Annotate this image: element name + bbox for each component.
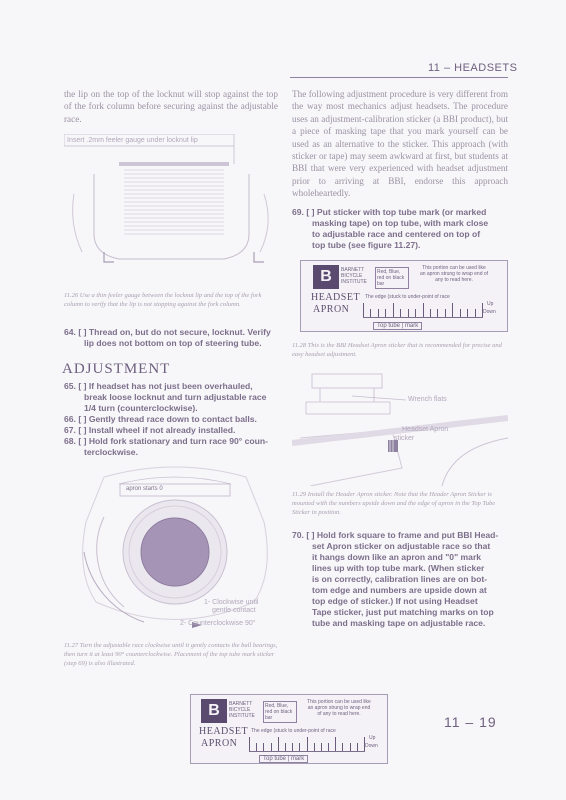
step-64-continuation: lip does not bottom on top of steering tube. — [84, 338, 262, 348]
sticker-down: Down — [365, 743, 378, 749]
bbi-logo-icon: B — [201, 699, 227, 723]
left-intro-paragraph: the lip on the top of the locknut will stop against the top of the fork column before securing against the adjustable race. — [64, 89, 278, 124]
figure-11-26-caption: 11.26 Use a thin feeler gauge between the locknut lip and the top of the fork column to verify that the lip is not stopping against the fork column. — [64, 292, 262, 308]
right-intro-paragraph: The following adjustment procedure is very different from the way most mechanics adjust headsets. The procedure uses an adjustment-calibration sticker (a BBI product), but a piece of masking tape that you mark yourself can be used as an alternative to the sticker. This approach (with sticker or tape) may seem awkward at first, but students at BBI that were very experienced with headset adjustment prior to arriving at BBI, endorse this approach wholeheartedly. — [292, 89, 508, 199]
sticker-calibration-scale — [249, 737, 365, 752]
step-65-text: 65. [ ] If headset has not just been overhauled, — [64, 381, 253, 391]
step-69 — [292, 207, 510, 251]
page-header-title: 11 – HEADSETS — [428, 62, 518, 74]
sticker-brand: BARNETT BICYCLE INSTITUTE — [341, 267, 367, 285]
step-70-line: tube and masking tape on adjustable race. — [312, 618, 486, 628]
step-70-text: 70. [ ] Hold fork square to frame and put BBI Head- — [292, 530, 499, 540]
figure-11-28-apron-sticker — [300, 260, 508, 332]
clockwise-label-line-2: gentle contact — [212, 607, 256, 614]
bottom-apron-sticker — [190, 694, 388, 764]
figure-11-29 — [292, 368, 508, 486]
step-65-cont-2: 1/4 turn (counterclockwise). — [84, 403, 198, 413]
headset-apron-label-2: sticker — [394, 435, 415, 442]
figure-11-29-caption: 11.29 Install the Header Apron sticker. Note that the Header Apron Sticker is mounted with the numbers upside down and the edge of apron in the Top Tube Sticker in position. — [292, 491, 496, 516]
sticker-down: Down — [483, 309, 496, 315]
step-70-line: lines up with top tube mark. (When sticker — [312, 563, 485, 573]
sticker-calibration-scale — [363, 303, 483, 318]
sticker-top-tube-mark: Top tube | mark — [373, 322, 422, 330]
step-69-cont-3: top tube (see figure 11.27). — [312, 240, 421, 250]
step-64-text: 64. [ ] Thread on, but do not secure, locknut. Verify — [64, 327, 271, 337]
sticker-up: Up — [487, 301, 494, 307]
sticker-headset-label: HEADSET — [311, 292, 361, 303]
sticker-apron-label: APRON — [201, 738, 238, 749]
figure-11-28-caption: 11.28 This is the BBI Headset Apron sticker that is recommended for precise and easy headset adjustment. — [292, 342, 502, 358]
counterclockwise-label: 2- Counterclockwise 90° — [180, 620, 256, 627]
step-70-line: Tape sticker, just put matching marks on top — [312, 607, 494, 617]
figure-11-26 — [64, 134, 282, 284]
step-70-line: it hangs down like an apron and "0" mark — [312, 552, 482, 562]
step-70 — [292, 530, 510, 629]
step-66-text: 66. [ ] Gently thread race down to contact balls. — [64, 414, 257, 424]
headset-apron-installed-illustration — [292, 368, 508, 486]
step-70-line: is on correctly, calibration lines are on bot- — [312, 574, 488, 584]
clockwise-label-line-1: 1- Clockwise until — [204, 599, 259, 606]
sticker-up: Up — [369, 735, 376, 741]
locknut-feeler-gauge-illustration — [64, 134, 282, 284]
sticker-portion-note: This portion can be used like an apron strung to wrap end of any to read here. — [419, 265, 489, 283]
sticker-top-tube-mark: Top tube | mark — [259, 755, 308, 763]
sticker-brand: BARNETT BICYCLE INSTITUTE — [229, 701, 255, 719]
apron-sticker-marks-label: apron starts 0 — [126, 486, 163, 492]
sticker-box-note: Red, Blue, red on black bar — [263, 701, 297, 723]
sticker-portion-note: This portion can be used like an apron strung to wrap end of any to read here. — [307, 699, 371, 717]
step-69-cont-1: masking tape) on top tube, with mark close — [312, 218, 489, 228]
step-70-line: tom edge and numbers are upside down at — [312, 585, 487, 595]
step-68-cont: terclockwise. — [84, 447, 138, 457]
feeler-gauge-callout: Insert .2mm feeler gauge under locknut lip — [67, 137, 198, 144]
sticker-box-note: Red, Blue, red on black bar — [375, 267, 409, 289]
wrench-flats-label: Wrench flats — [408, 396, 447, 403]
step-70-line: set Apron sticker on adjustable race so that — [312, 541, 491, 551]
steps-65-68 — [64, 381, 286, 458]
step-64 — [64, 327, 284, 349]
section-title-adjustment: ADJUSTMENT — [62, 361, 171, 377]
step-69-text: 69. [ ] Put sticker with top tube mark (or marked — [292, 207, 487, 217]
page-number: 11 – 19 — [444, 714, 497, 730]
sticker-edge-note: The edge (stuck to under-point of race — [365, 294, 450, 300]
step-68-text: 68. [ ] Hold fork stationary and turn race 90° coun- — [64, 436, 268, 446]
step-65-cont-1: break loose locknut and turn adjustable race — [84, 392, 267, 402]
step-67-text: 67. [ ] Install wheel if not already installed. — [64, 425, 236, 435]
header-rule — [290, 77, 508, 78]
bbi-logo-icon: B — [313, 265, 339, 289]
figure-11-27 — [64, 462, 286, 637]
figure-11-27-caption: 11.27 Turn the adjustable race clockwise until it gently contacts the ball bearings, then turn it at least 90° counterclockwise. Placement of the top tube mark sticker (step 69) is also illustrated. — [64, 642, 278, 667]
step-70-line: top edge of sticker.) If not using Headset — [312, 596, 478, 606]
sticker-apron-label: APRON — [313, 304, 350, 315]
step-69-cont-2: to adjustable race and centered on top of — [312, 229, 481, 239]
headset-apron-label-1: Headset Apron — [402, 426, 449, 433]
sticker-headset-label: HEADSET — [199, 726, 249, 737]
sticker-edge-note: The edge (stuck to under-point of race — [251, 728, 336, 734]
